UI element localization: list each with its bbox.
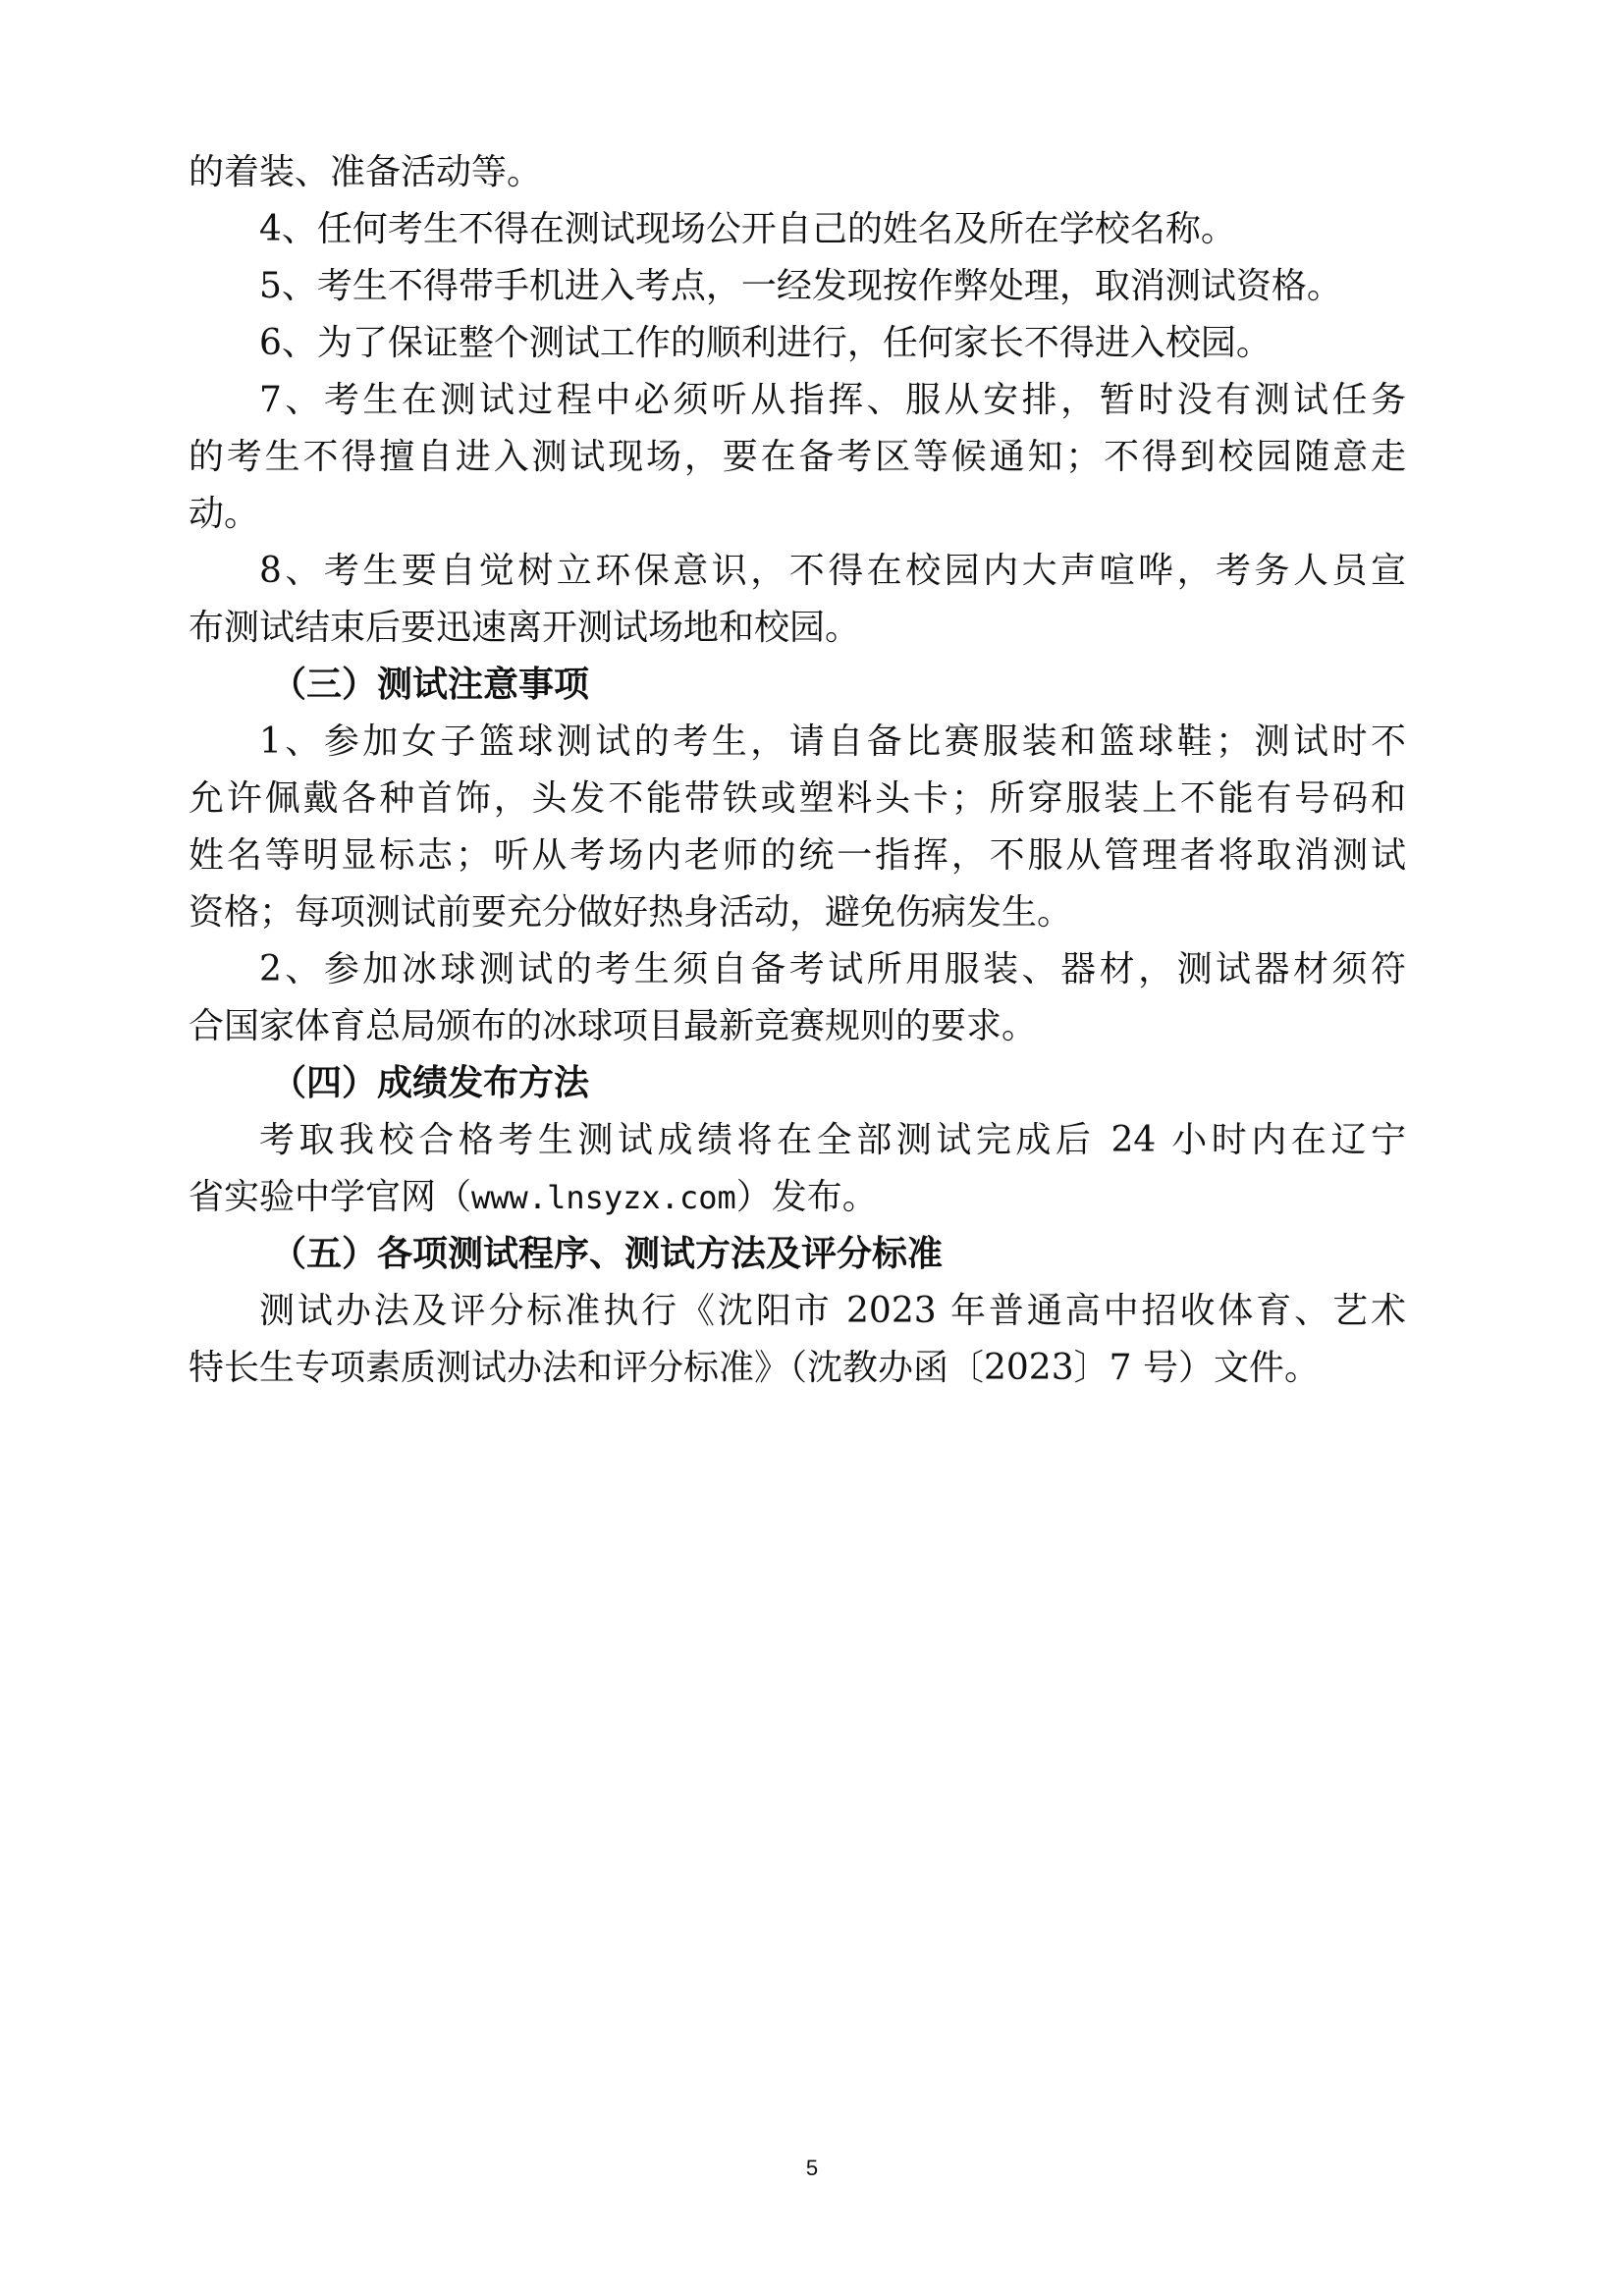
note-item-1-line-3: 姓名等明显标志；听从考场内老师的统一指挥，不服从管理者将取消测试 xyxy=(189,835,1406,876)
results-paragraph-line-1: 考取我校合格考生测试成绩将在全部测试完成后 24 小时内在辽宁 xyxy=(259,1120,1406,1160)
note-item-1-line-4: 资格；每项测试前要充分做好热身活动，避免伤病发生。 xyxy=(189,892,1073,933)
results-text-suffix: ）发布。 xyxy=(735,1177,878,1217)
note-item-2-line-1: 2、参加冰球测试的考生须自备考试所用服装、器材，测试器材须符 xyxy=(259,949,1406,989)
rule-item-5: 5、考生不得带手机进入考点，一经发现按作弊处理，取消测试资格。 xyxy=(259,266,1342,306)
section-heading-5: （五）各项测试程序、测试方法及评分标准 xyxy=(271,1234,944,1274)
rule-item-8-line-2: 布测试结束后要迅速离开测试场地和校园。 xyxy=(189,608,861,648)
rule-item-7-line-2: 的考生不得擅自进入测试现场，要在备考区等候通知；不得到校园随意走 xyxy=(189,437,1406,477)
results-text-prefix: 省实验中学官网（ xyxy=(189,1177,472,1217)
school-website-url: www.lnsyzx.com xyxy=(471,1179,736,1216)
results-paragraph-line-2 xyxy=(189,1174,1406,1221)
page-number: 5 xyxy=(805,2156,819,2180)
note-item-1-line-2: 允许佩戴各种首饰，头发不能带铁或塑料头卡；所穿服装上不能有号码和 xyxy=(189,778,1406,819)
rule-item-4: 4、任何考生不得在测试现场公开自己的姓名及所在学校名称。 xyxy=(259,209,1236,249)
rule-item-8-line-1: 8、考生要自觉树立环保意识，不得在校园内大声喧哗，考务人员宣 xyxy=(259,551,1406,591)
standards-paragraph-line-1: 测试办法及评分标准执行《沈阳市 2023 年普通高中招收体育、艺术 xyxy=(259,1291,1406,1331)
text-line-continuation: 的着装、准备活动等。 xyxy=(189,152,543,192)
standards-paragraph-line-2: 特长生专项素质测试办法和评分标准》（沈教办函〔2023〕7 号）文件。 xyxy=(189,1348,1320,1388)
rule-item-6: 6、为了保证整个测试工作的顺利进行，任何家长不得进入校园。 xyxy=(259,323,1272,363)
section-heading-3: （三）测试注意事项 xyxy=(271,665,590,705)
section-heading-4: （四）成绩发布方法 xyxy=(271,1063,590,1103)
rule-item-7-line-1: 7、考生在测试过程中必须听从指挥、服从安排，暂时没有测试任务 xyxy=(259,380,1406,420)
note-item-1-line-1: 1、参加女子篮球测试的考生，请自备比赛服装和篮球鞋；测试时不 xyxy=(259,721,1406,762)
rule-item-7-line-3: 动。 xyxy=(189,494,260,534)
note-item-2-line-2: 合国家体育总局颁布的冰球项目最新竞赛规则的要求。 xyxy=(189,1006,1038,1046)
